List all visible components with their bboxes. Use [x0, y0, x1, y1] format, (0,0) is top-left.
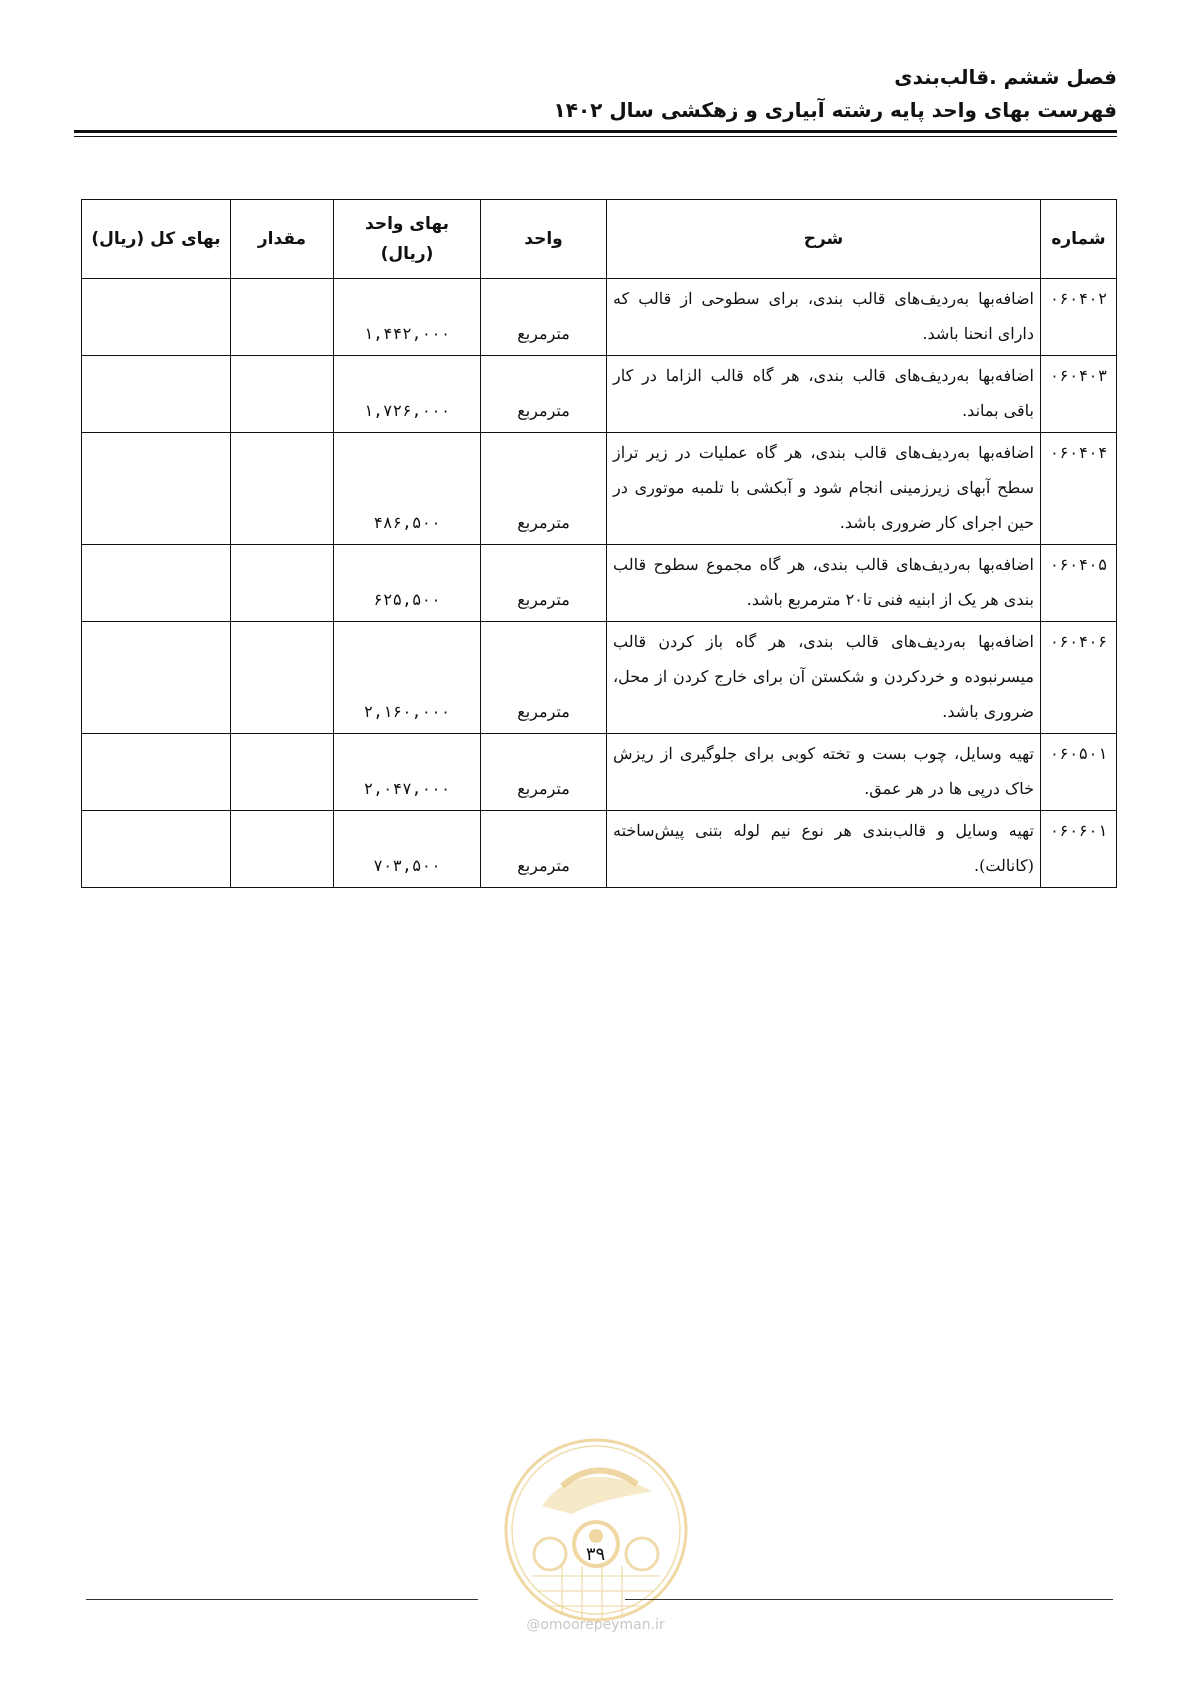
row-unit: مترمربع — [481, 545, 607, 622]
row-total — [82, 622, 231, 734]
column-header-total: بهای کل (ریال) — [82, 200, 231, 279]
document-subtitle: فهرست بهای واحد پایه رشته آبیاری و زهکشی سال ۱۴۰۲ — [553, 98, 1117, 122]
unit-price-label: بهای واحد — [365, 214, 449, 234]
table-row — [82, 433, 1117, 545]
row-unit-price: ۶۲۵,۵۰۰ — [334, 545, 481, 622]
row-quantity — [231, 356, 334, 433]
row-description: اضافه‌بها به‌ردیف‌های قالب بندی، هر گاه عملیات در زیر تراز سطح آبهای زیرزمینی انجام شود و آبکشی با تلمبه موتوری در حین اجرای کار ضروری باشد. — [607, 433, 1041, 545]
column-header-unit: واحد — [481, 200, 607, 279]
table-row — [82, 622, 1117, 734]
row-description: اضافه‌بها به‌ردیف‌های قالب بندی، هر گاه قالب الزاما در کار باقی بماند. — [607, 356, 1041, 433]
row-total — [82, 279, 231, 356]
row-quantity — [231, 622, 334, 734]
row-quantity — [231, 433, 334, 545]
row-total — [82, 545, 231, 622]
row-code: ۰۶۰۶۰۱ — [1041, 811, 1117, 888]
table-header-row — [82, 200, 1117, 279]
row-unit: مترمربع — [481, 734, 607, 811]
row-total — [82, 734, 231, 811]
column-header-description: شرح — [607, 200, 1041, 279]
row-code: ۰۶۰۴۰۶ — [1041, 622, 1117, 734]
header-rule-thick — [74, 130, 1117, 133]
row-unit-price: ۱,۴۴۲,۰۰۰ — [334, 279, 481, 356]
row-description: اضافه‌بها به‌ردیف‌های قالب بندی، هر گاه مجموع سطوح قالب بندی هر یک از ابنیه فنی تا۲۰ مترمربع باشد. — [607, 545, 1041, 622]
row-unit-price: ۲,۱۶۰,۰۰۰ — [334, 622, 481, 734]
row-unit: مترمربع — [481, 279, 607, 356]
row-code: ۰۶۰۴۰۳ — [1041, 356, 1117, 433]
row-unit: مترمربع — [481, 622, 607, 734]
table-row — [82, 279, 1117, 356]
row-quantity — [231, 279, 334, 356]
price-table — [81, 199, 1117, 888]
header-rule-thin — [74, 136, 1117, 137]
row-unit-price: ۱,۷۲۶,۰۰۰ — [334, 356, 481, 433]
row-description: اضافه‌بها به‌ردیف‌های قالب بندی، برای سطوحی از قالب که دارای انحنا باشد. — [607, 279, 1041, 356]
page-header — [67, 60, 1117, 126]
row-total — [82, 356, 231, 433]
unit-price-currency: (ریال) — [380, 244, 434, 264]
row-unit-price: ۲,۰۴۷,۰۰۰ — [334, 734, 481, 811]
row-unit: مترمربع — [481, 356, 607, 433]
row-description: تهیه وسایل، چوب بست و تخته کوبی برای جلوگیری از ریزش خاک درپی ها در هر عمق. — [607, 734, 1041, 811]
page-number: ۳۹ — [585, 1544, 606, 1565]
table-row — [82, 545, 1117, 622]
table-row — [82, 356, 1117, 433]
footer-rule-right — [625, 1599, 1113, 1600]
column-header-quantity: مقدار — [231, 200, 334, 279]
watermark-stamp-logo — [502, 1436, 690, 1624]
row-code: ۰۶۰۴۰۴ — [1041, 433, 1117, 545]
footer-website: @omoorepeyman.ir — [526, 1617, 665, 1633]
row-code: ۰۶۰۴۰۵ — [1041, 545, 1117, 622]
stamp-seal-icon — [502, 1436, 690, 1624]
row-unit: مترمربع — [481, 811, 607, 888]
row-quantity — [231, 811, 334, 888]
row-code: ۰۶۰۵۰۱ — [1041, 734, 1117, 811]
row-description: اضافه‌بها به‌ردیف‌های قالب بندی، هر گاه باز کردن قالب میسرنبوده و خردکردن و شکستن آن برای خارج کردن از محل، ضروری باشد. — [607, 622, 1041, 734]
row-quantity — [231, 734, 334, 811]
row-description: تهیه وسایل و قالب‌بندی هر نوع نیم لوله بتنی پیش‌ساخته (کانالت). — [607, 811, 1041, 888]
table-row — [82, 734, 1117, 811]
row-unit-price: ۴۸۶,۵۰۰ — [334, 433, 481, 545]
row-unit-price: ۷۰۳,۵۰۰ — [334, 811, 481, 888]
table-row — [82, 811, 1117, 888]
row-total — [82, 811, 231, 888]
footer-rule-left — [86, 1599, 478, 1600]
row-quantity — [231, 545, 334, 622]
column-header-unit-price — [334, 200, 481, 279]
row-total — [82, 433, 231, 545]
row-code: ۰۶۰۴۰۲ — [1041, 279, 1117, 356]
column-header-code: شماره — [1041, 200, 1117, 279]
chapter-title: فصل ششم .قالب‌بندی — [894, 65, 1117, 89]
row-unit: مترمربع — [481, 433, 607, 545]
